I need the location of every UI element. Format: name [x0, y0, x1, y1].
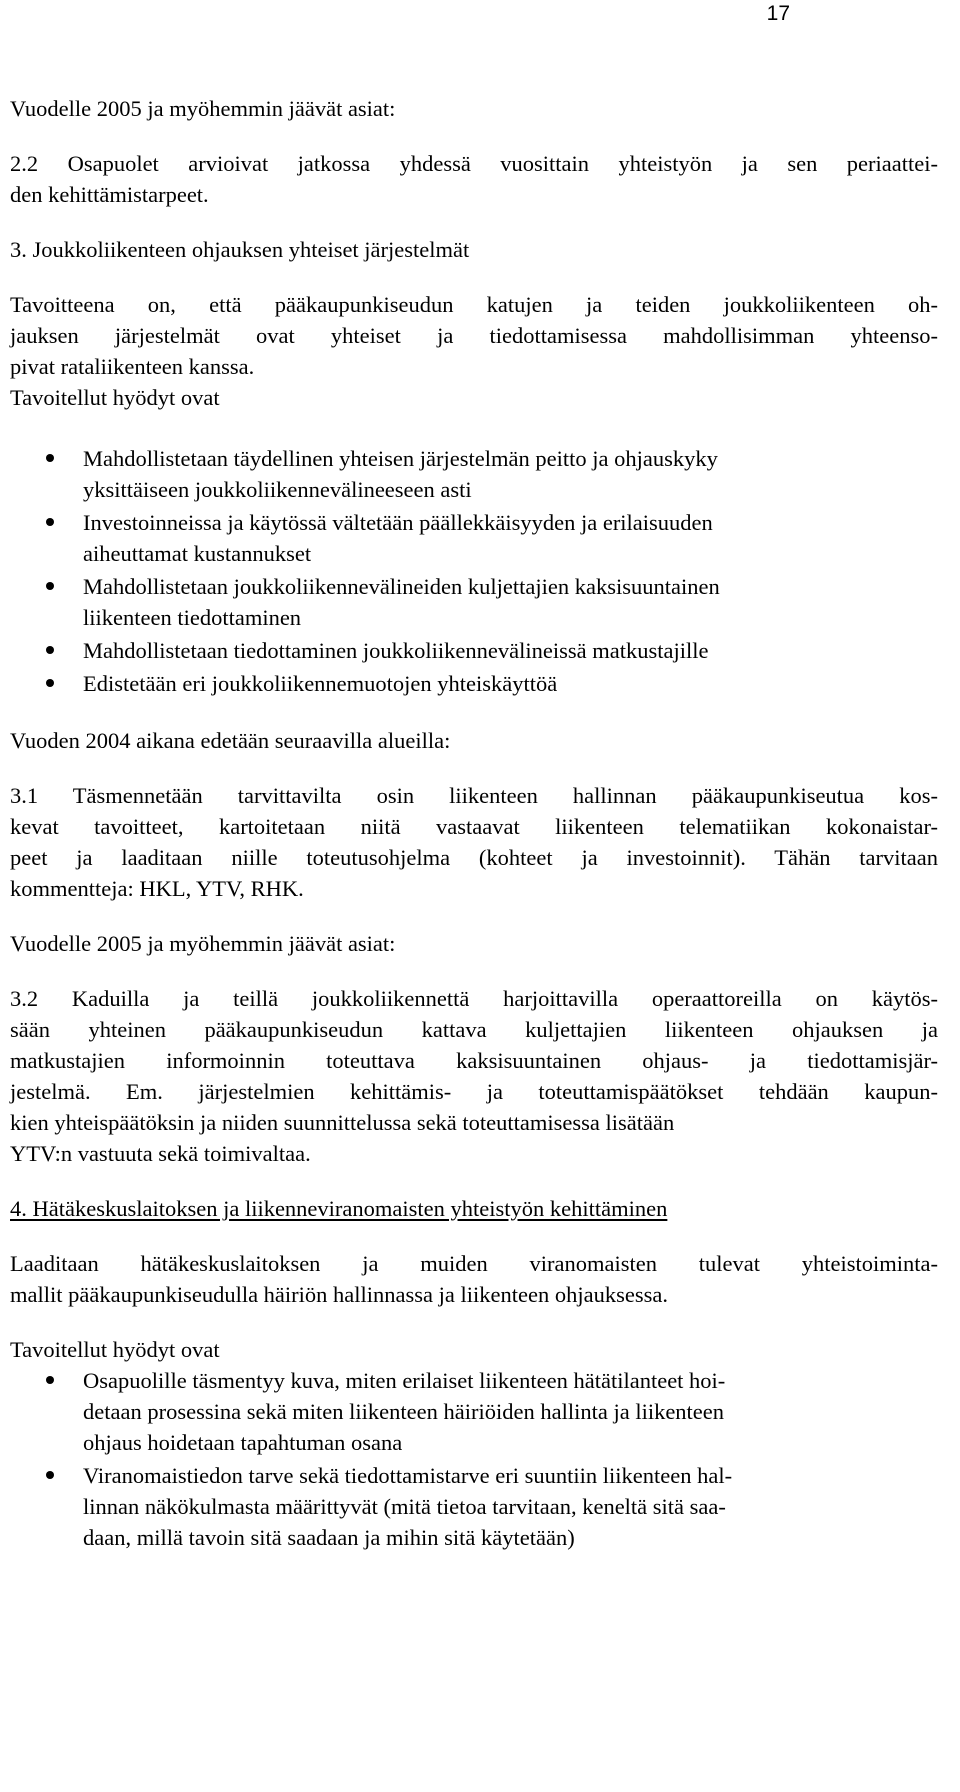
document-body	[10, 93, 938, 1555]
bullet-icon	[46, 1471, 54, 1479]
paragraph-2-2	[10, 148, 938, 210]
text-line: Viranomaistiedon tarve sekä tiedottamistarve eri suuntiin liikenteen hal-	[83, 1463, 733, 1488]
text-line: yksittäiseen joukkoliikennevälineeseen asti	[83, 477, 472, 502]
text-line: jestelmä. Em. järjestelmien kehittämis- ja toteuttamispäätökset tehdään kaupun-	[10, 1079, 938, 1104]
heading-2005-first: Vuodelle 2005 ja myöhemmin jäävät asiat:	[10, 96, 396, 121]
list-item	[10, 668, 938, 699]
section-3-paragraph	[10, 289, 938, 382]
text-line: kien yhteispäätöksin ja niiden suunnittelussa sekä toteuttamisessa lisätään	[10, 1110, 675, 1135]
text-line: kevat tavoitteet, kartoitetaan niitä vastaavat liikenteen telematiikan kokonaistar-	[10, 814, 938, 839]
list-item	[10, 571, 938, 633]
text-line: pivat rataliikenteen kanssa.	[10, 354, 255, 379]
text-line: 2.2 Osapuolet arvioivat jatkossa yhdessä vuosittain yhteistyön ja sen periaattei-	[10, 151, 938, 176]
text-line: Mahdollistetaan tiedottaminen joukkoliikennevälineissä matkustajille	[83, 638, 709, 663]
heading-2005-second: Vuodelle 2005 ja myöhemmin jäävät asiat:	[10, 931, 396, 956]
bullet-icon	[46, 582, 54, 590]
paragraph-3-1	[10, 780, 938, 904]
bullet-icon	[46, 679, 54, 687]
section-3-title: 3. Joukkoliikenteen ohjauksen yhteiset järjestelmät	[10, 237, 470, 262]
section-4-paragraph	[10, 1248, 938, 1310]
list-item	[10, 507, 938, 569]
text-line: Mahdollistetaan joukkoliikennevälineiden kuljettajien kaksisuuntainen	[83, 574, 720, 599]
paragraph-3-2	[10, 983, 938, 1169]
list-item	[10, 635, 938, 666]
bullet-icon	[46, 646, 54, 654]
text-line: sään yhteinen pääkaupunkiseudun kattava kuljettajien liikenteen ohjauksen ja	[10, 1017, 938, 1042]
bullet-icon	[46, 454, 54, 462]
text-line: Osapuolille täsmentyy kuva, miten erilaiset liikenteen hätätilanteet hoi-	[83, 1368, 726, 1393]
heading-2004: Vuoden 2004 aikana edetään seuraavilla alueilla:	[10, 728, 451, 753]
text-line: Laaditaan hätäkeskuslaitoksen ja muiden viranomaisten tulevat yhteistoiminta-	[10, 1251, 938, 1276]
list-item	[10, 1365, 938, 1458]
text-line: Mahdollistetaan täydellinen yhteisen järjestelmän peitto ja ohjauskyky	[83, 446, 718, 471]
text-line: ohjaus hoidetaan tapahtuman osana	[83, 1430, 403, 1455]
text-line: 3.1 Täsmennetään tarvittavilta osin liikenteen hallinnan pääkaupunkiseutua kos-	[10, 783, 938, 808]
text-line: liikenteen tiedottaminen	[83, 605, 302, 630]
text-line: daan, millä tavoin sitä saadaan ja mihin sitä käytetään)	[83, 1525, 575, 1550]
text-line: aiheuttamat kustannukset	[83, 541, 312, 566]
text-line: kommentteja: HKL, YTV, RHK.	[10, 876, 304, 901]
list-item	[10, 443, 938, 505]
benefits-label-second: Tavoitellut hyödyt ovat	[10, 1337, 220, 1362]
bullet-icon	[46, 1376, 54, 1384]
text-line: linnan näkökulmasta määrittyvät (mitä tietoa tarvitaan, keneltä sitä saa-	[83, 1494, 726, 1519]
benefits-label-first: Tavoitellut hyödyt ovat	[10, 385, 220, 410]
text-line: peet ja laaditaan niille toteutusohjelma (kohteet ja investoinnit). Tähän tarvitaan	[10, 845, 938, 870]
text-line: Edistetään eri joukkoliikennemuotojen yhteiskäyttöä	[83, 671, 558, 696]
text-line: detaan prosessina sekä miten liikenteen häiriöiden hallinta ja liikenteen	[83, 1399, 725, 1424]
text-line: 3.2 Kaduilla ja teillä joukkoliikennettä harjoittavilla operaattoreilla on käytös-	[10, 986, 938, 1011]
bullet-icon	[46, 518, 54, 526]
page-number: 17	[766, 2, 790, 25]
section-4-title: 4. Hätäkeskuslaitoksen ja liikenneviranomaisten yhteistyön kehittäminen	[10, 1196, 668, 1221]
text-line: den kehittämistarpeet.	[10, 182, 209, 207]
text-line: YTV:n vastuuta sekä toimivaltaa.	[10, 1141, 311, 1166]
text-line: Investoinneissa ja käytössä vältetään päällekkäisyyden ja erilaisuuden	[83, 510, 713, 535]
benefits-list-first	[10, 443, 938, 699]
text-line: Tavoitteena on, että pääkaupunkiseudun katujen ja teiden joukkoliikenteen oh-	[10, 292, 938, 317]
text-line: matkustajien informoinnin toteuttava kaksisuuntainen ohjaus- ja tiedottamisjär-	[10, 1048, 938, 1073]
text-line: jauksen järjestelmät ovat yhteiset ja tiedottamisessa mahdollisimman yhteenso-	[10, 323, 938, 348]
list-item	[10, 1460, 938, 1553]
benefits-list-second	[10, 1365, 938, 1553]
text-line: mallit pääkaupunkiseudulla häiriön hallinnassa ja liikenteen ohjauksessa.	[10, 1282, 668, 1307]
